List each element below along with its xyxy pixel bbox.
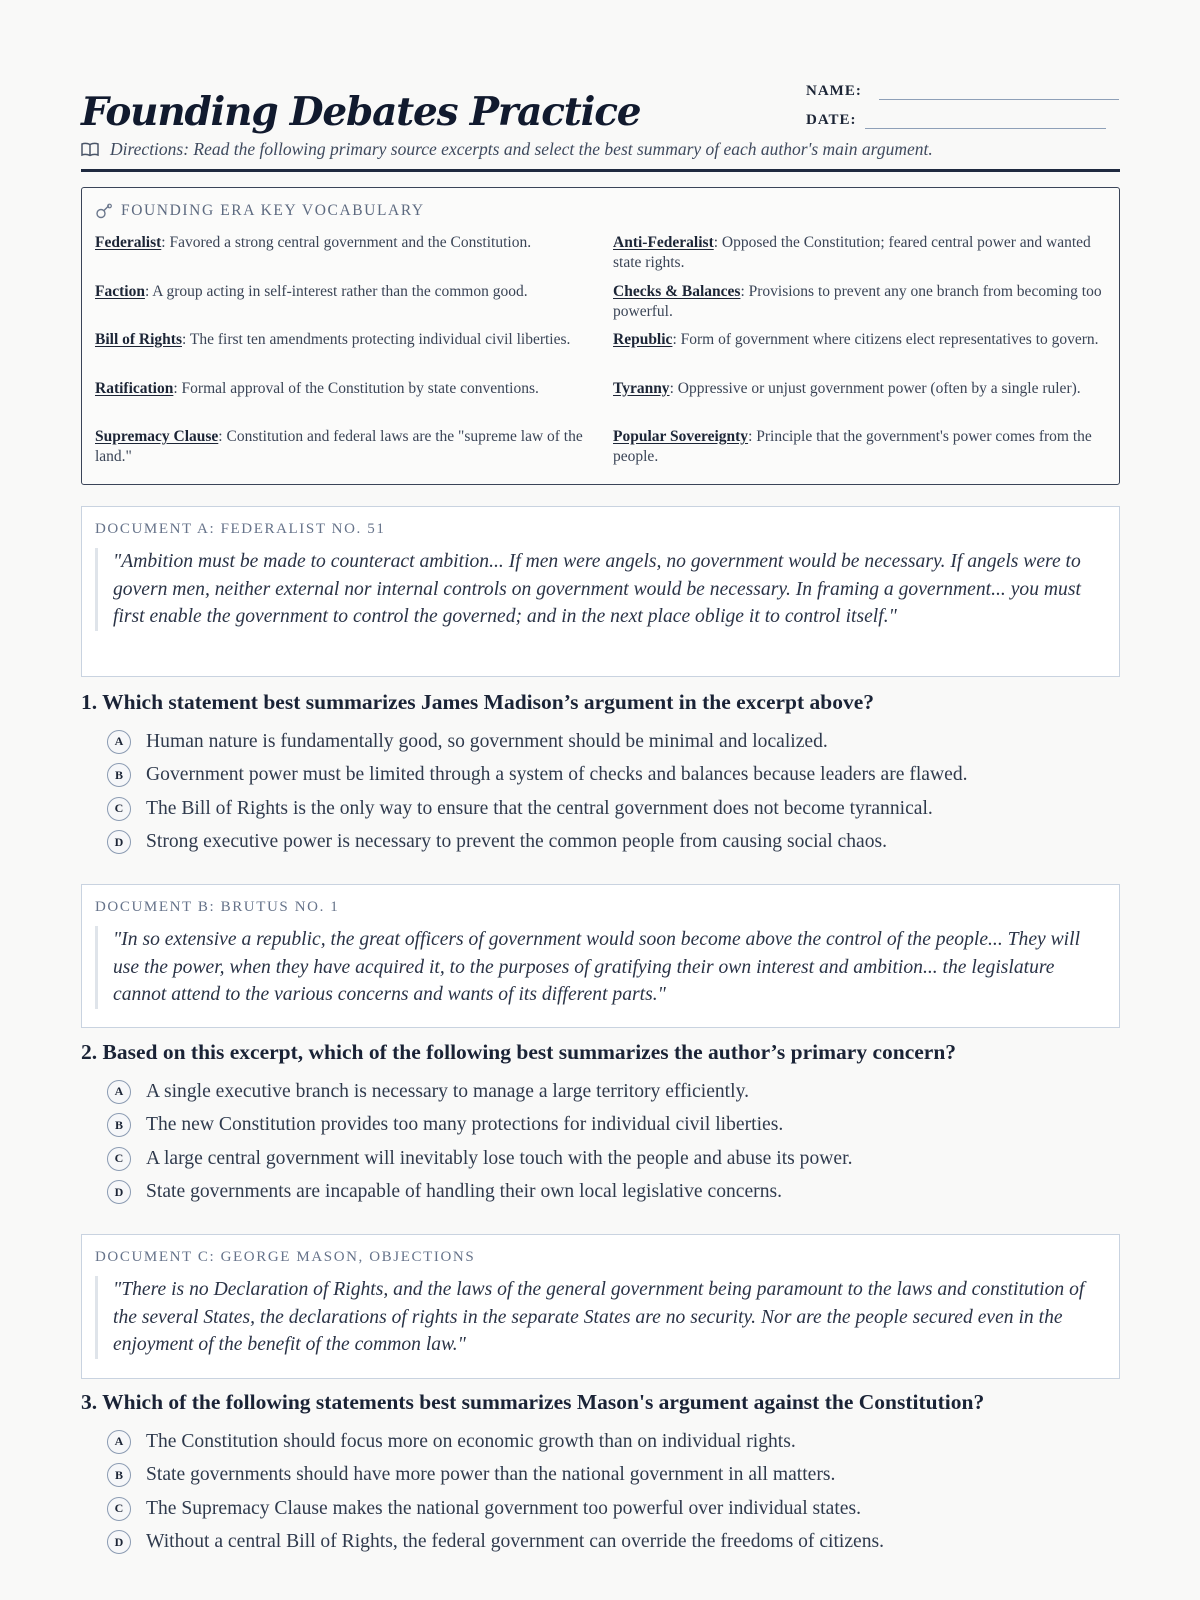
answer-options: [81, 1075, 1141, 1209]
option-c[interactable]: [107, 792, 1141, 826]
vocab-term: Ratification: [95, 379, 174, 397]
option-d[interactable]: [107, 826, 1141, 860]
answer-bubble[interactable]: C: [107, 1497, 131, 1521]
date-input-line[interactable]: [865, 111, 1106, 129]
header-divider: [81, 169, 1120, 172]
option-a[interactable]: [107, 1425, 1141, 1459]
vocab-definition: : Formal approval of the Constitution by state conventions.: [173, 379, 539, 397]
vocab-term: Popular Sovereignty: [613, 428, 749, 445]
question-text: 1. Which statement best summarizes James Madison’s argument in the excerpt above?: [81, 690, 875, 714]
document-a-card: [81, 506, 1120, 677]
directions: [81, 139, 933, 160]
option-text: State governments are incapable of handling their own local legislative concerns.: [146, 1181, 783, 1203]
worksheet-page: [81, 0, 1120, 1553]
vocab-term: Faction: [95, 282, 145, 300]
worksheet-header: [81, 0, 1120, 172]
answer-bubble[interactable]: B: [107, 1463, 131, 1487]
vocab-definition: : The first ten amendments protecting individual civil liberties.: [181, 331, 571, 348]
name-label: NAME:: [806, 83, 862, 99]
vocab-item-republic: [613, 330, 1113, 379]
document-label: DOCUMENT C: GEORGE MASON, OBJECTIONS: [95, 1249, 476, 1265]
vocab-item-bill-of-rights: [95, 330, 613, 379]
vocab-item-checks-balances: [613, 282, 1113, 331]
vocab-term: Republic: [613, 331, 673, 348]
key-icon: [95, 203, 113, 219]
answer-bubble[interactable]: D: [107, 830, 131, 854]
option-text: Strong executive power is necessary to prevent the common people from causing social chaos.: [146, 831, 888, 853]
option-text: The Constitution should focus more on economic growth than on individual rights.: [146, 1430, 796, 1452]
vocab-item-popular-sovereignty: [613, 427, 1113, 476]
document-c-card: [81, 1234, 1120, 1379]
vocabulary-title-text: FOUNDING ERA KEY VOCABULARY: [121, 202, 425, 219]
question-2: [81, 1038, 1141, 1209]
answer-bubble[interactable]: B: [107, 1113, 131, 1137]
book-icon: [81, 142, 99, 157]
option-d[interactable]: [107, 1176, 1141, 1210]
name-field-row: [806, 82, 1119, 100]
answer-bubble[interactable]: A: [107, 1430, 131, 1454]
answer-bubble[interactable]: D: [107, 1180, 131, 1204]
document-quote: "Ambition must be made to counteract ambition... If men were angels, no government would be necessary. If angels were to govern men, neither external nor internal controls on government would be necessary. In framing a government... you must first enable the government to control the governed; and in the next place oblige it to control itself.": [95, 548, 1106, 631]
option-text: A single executive branch is necessary to manage a large territory efficiently.: [146, 1080, 749, 1102]
option-b[interactable]: [107, 1109, 1141, 1143]
directions-text: Directions: Read the following primary source excerpts and select the best summary of each author's main argument.: [110, 139, 933, 159]
option-c[interactable]: [107, 1492, 1141, 1526]
question-text: 2. Based on this excerpt, which of the following best summarizes the author’s primary concern?: [81, 1040, 957, 1064]
vocab-item-federalist: [95, 233, 613, 282]
vocab-item-ratification: [95, 379, 613, 428]
option-text: A large central government will inevitably lose touch with the people and abuse its power.: [146, 1147, 853, 1169]
vocab-definition: : A group acting in self-interest rather than the common good.: [144, 282, 528, 300]
vocabulary-grid: [95, 233, 1106, 476]
option-a[interactable]: [107, 725, 1141, 759]
answer-bubble[interactable]: A: [107, 730, 131, 754]
answer-options: [81, 1425, 1141, 1559]
question-text: 3. Which of the following statements best summarizes Mason's argument against the Constitution?: [81, 1390, 985, 1414]
vocab-definition: : Oppressive or unjust government power (often by a single ruler).: [669, 379, 1081, 397]
option-c[interactable]: [107, 1142, 1141, 1176]
option-a[interactable]: [107, 1075, 1141, 1109]
option-text: State governments should have more power than the national government in all matters.: [146, 1464, 836, 1486]
vocab-item-faction: [95, 282, 613, 331]
name-input-line[interactable]: [879, 82, 1119, 100]
question-3: [81, 1388, 1141, 1559]
answer-bubble[interactable]: C: [107, 797, 131, 821]
vocab-definition: : Provisions to prevent any one branch from becoming too powerful.: [613, 282, 1102, 320]
vocab-definition: : Constitution and federal laws are the "supreme law of the land.": [95, 428, 583, 465]
option-text: Without a central Bill of Rights, the federal government can override the freedoms of citizens.: [146, 1531, 885, 1553]
date-label: DATE:: [806, 112, 857, 128]
vocab-definition: : Favored a strong central government and the Constitution.: [161, 234, 532, 251]
vocab-term: Tyranny: [613, 379, 670, 397]
vocab-term: Checks & Balances: [613, 282, 741, 300]
document-b-card: [81, 884, 1120, 1028]
vocab-item-anti-federalist: [613, 233, 1113, 282]
option-d[interactable]: [107, 1526, 1141, 1560]
document-label: DOCUMENT A: FEDERALIST NO. 51: [95, 521, 386, 537]
option-text: The Supremacy Clause makes the national government too powerful over individual states.: [146, 1497, 861, 1519]
question-1: [81, 688, 1141, 859]
option-text: Government power must be limited through a system of checks and balances because leaders are flawed.: [146, 764, 968, 786]
vocab-item-supremacy-clause: [95, 427, 613, 476]
option-text: The Bill of Rights is the only way to ensure that the central government does not become tyrannical.: [146, 797, 933, 819]
vocabulary-title: [95, 201, 1106, 221]
option-text: The new Constitution provides too many protections for individual civil liberties.: [146, 1114, 784, 1136]
vocab-item-tyranny: [613, 379, 1113, 428]
answer-options: [81, 725, 1141, 859]
vocab-definition: : Principle that the government's power comes from the people.: [613, 428, 1092, 465]
document-quote: "In so extensive a republic, the great officers of government would soon become above the control of the people... They will use the power, when they have acquired it, to the purposes of gratifying their own interest and ambition... the legislature cannot attend to the various concerns and wants of its different parts.": [95, 926, 1106, 1009]
document-quote: "There is no Declaration of Rights, and the laws of the general government being paramount to the laws and constitution of the several States, the declarations of rights in the separate States are no security. Nor are the people secured even in the enjoyment of the benefit of the common law.": [95, 1276, 1106, 1359]
vocab-term: Federalist: [95, 234, 162, 251]
vocabulary-box: [81, 187, 1120, 485]
option-b[interactable]: [107, 1459, 1141, 1493]
answer-bubble[interactable]: C: [107, 1147, 131, 1171]
answer-bubble[interactable]: A: [107, 1080, 131, 1104]
vocab-term: Bill of Rights: [95, 331, 182, 348]
answer-bubble[interactable]: B: [107, 763, 131, 787]
vocab-term: Supremacy Clause: [95, 428, 219, 445]
vocab-definition: : Form of government where citizens elect representatives to govern.: [672, 331, 1099, 348]
date-field-row: [806, 111, 1106, 129]
page-title: Founding Debates Practice: [81, 89, 641, 135]
vocab-term: Anti-Federalist: [613, 234, 714, 251]
option-text: Human nature is fundamentally good, so government should be minimal and localized.: [146, 730, 828, 752]
vocab-definition: : Opposed the Constitution; feared central power and wanted state rights.: [613, 234, 1091, 271]
option-b[interactable]: [107, 759, 1141, 793]
answer-bubble[interactable]: D: [107, 1530, 131, 1554]
document-label: DOCUMENT B: BRUTUS NO. 1: [95, 899, 340, 915]
